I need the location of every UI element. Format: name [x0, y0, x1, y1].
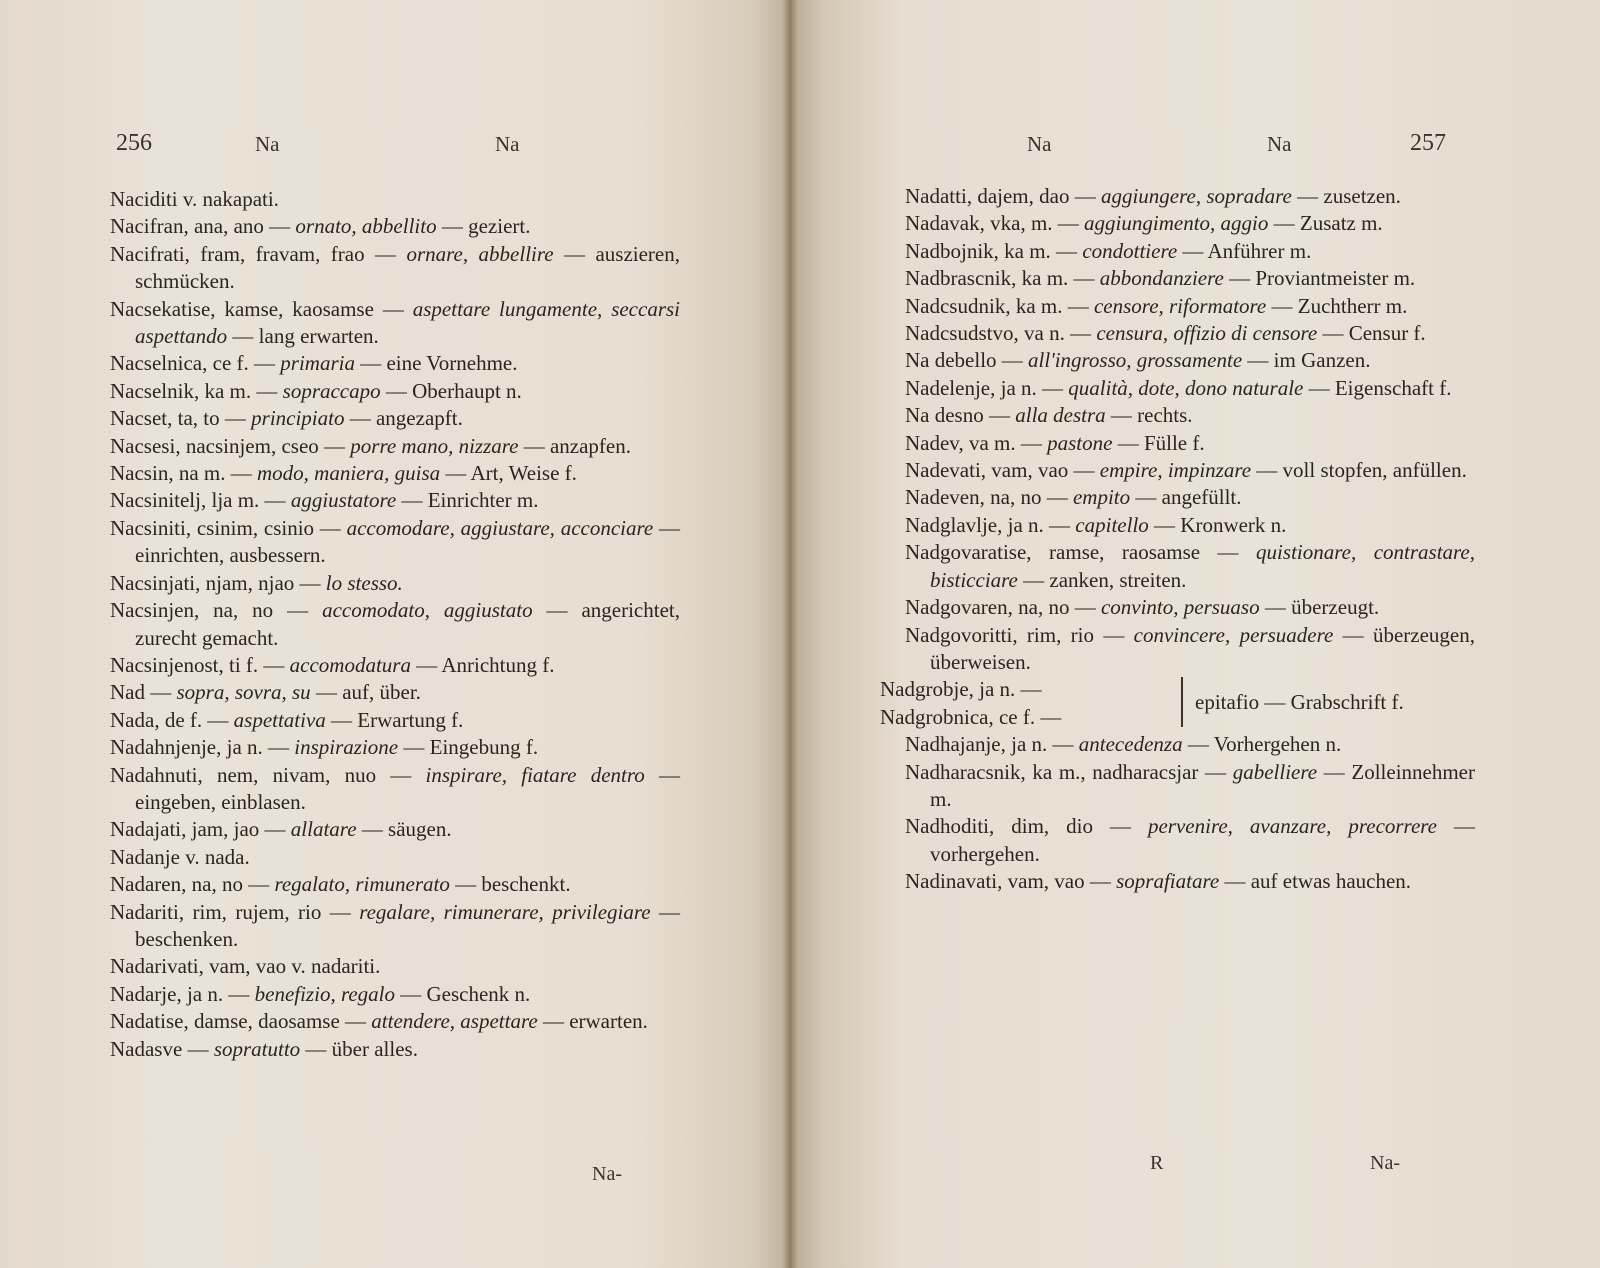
german-gloss: — überzeugen, überweisen. — [930, 622, 1475, 674]
italian-gloss: empire, impinzare — [1094, 458, 1252, 483]
headword: Nacifrati — [110, 241, 185, 266]
german-gloss: — rechts. — [1105, 403, 1193, 428]
left-running-head-1: Na — [255, 132, 280, 156]
grammar-info: , njam, njao — — [195, 570, 321, 595]
headword: Nacsinjenost — [110, 652, 219, 677]
dictionary-entry — [110, 816, 680, 843]
german-gloss: — beschenken. — [135, 899, 680, 951]
german-gloss: — auf, über. — [310, 680, 421, 705]
headword: Na desno — [905, 403, 984, 428]
german-gloss: — Zusatz m. — [1268, 211, 1383, 236]
italian-gloss: inspirare, fiatare dentro — [411, 762, 645, 787]
grammar-info: , vam, vao — — [997, 869, 1111, 894]
german-gloss: — zusetzen. — [1291, 184, 1401, 208]
grammar-info: , ka m. — — [193, 378, 278, 403]
grammar-info: , ti f. — — [218, 652, 285, 677]
grammar-info: , ka m. — — [1011, 266, 1095, 291]
grouped-entry-line: Nadgrobje, ja n. — — [880, 677, 1042, 702]
italian-gloss: epitafio — [1195, 690, 1260, 715]
dictionary-entry — [905, 183, 1475, 210]
headword: Nadahnjenje — [110, 735, 217, 760]
german-gloss: — zanken, streiten. — [1017, 567, 1187, 592]
dictionary-entry — [905, 210, 1475, 237]
italian-gloss: sopra, sovra, su — [171, 680, 311, 705]
right-running-head-2: Na — [1267, 132, 1292, 156]
left-catchword: Na- — [592, 1163, 622, 1185]
book-gutter — [782, 0, 798, 1268]
dictionary-entry — [905, 238, 1475, 265]
german-gloss: — anzapfen. — [518, 433, 631, 458]
grammar-info: , ja n. — — [990, 375, 1064, 400]
italian-gloss: attendere, aspettare — [366, 1009, 538, 1034]
headword: Nadcsudstvo — [905, 321, 1014, 346]
headword: Nadatti — [905, 184, 967, 208]
italian-gloss: accomodatura — [284, 652, 411, 677]
signature-mark: R — [1150, 1152, 1164, 1174]
grammar-info: , dim, dio — — [989, 814, 1131, 839]
italian-gloss: empito — [1067, 485, 1131, 510]
italian-gloss: modo, maniera, guisa — [251, 461, 441, 486]
dictionary-entry — [905, 539, 1475, 594]
italian-gloss: allatare — [285, 817, 357, 842]
italian-gloss: aggiustatore — [285, 488, 397, 513]
headword: Nacsinitelj — [110, 488, 201, 513]
headword: Nacifran — [110, 214, 184, 239]
dictionary-entry — [905, 868, 1475, 895]
italian-gloss: pervenire, avanzare, precorrere — [1130, 814, 1437, 839]
headword: Nadelenje — [905, 375, 991, 400]
headword: Nadinavati — [905, 869, 998, 894]
dictionary-entry — [905, 430, 1475, 457]
german-gloss: — Censur f. — [1317, 321, 1426, 346]
grouped-entry-translation — [1195, 689, 1404, 716]
dictionary-entry — [110, 707, 680, 734]
german-gloss: — Art, Weise f. — [440, 461, 577, 486]
headword: Nad — [110, 680, 145, 705]
german-gloss: — voll stopfen, anfüllen. — [1251, 458, 1467, 483]
grammar-info: , na m. — — [168, 461, 252, 486]
german-gloss: — Oberhaupt n. — [380, 378, 522, 403]
headword: Nadevati — [905, 458, 981, 483]
grammar-info: , vam, vao v. — [198, 954, 306, 979]
headword: Naciditi — [110, 187, 178, 211]
german-gloss: — Eingebung f. — [398, 735, 539, 760]
grammar-info: , vam, vao — — [980, 458, 1095, 483]
german-gloss: — Eigenschaft f. — [1303, 375, 1452, 400]
dictionary-entry — [110, 844, 680, 871]
italian-gloss: convinto, persuaso — [1095, 595, 1260, 620]
italian-gloss: antecedenza — [1073, 732, 1183, 757]
headword: Nadev — [905, 430, 959, 455]
headword: Nadgovaren — [905, 595, 1008, 620]
grammar-info: , dajem, dao — — [966, 184, 1096, 208]
grammar-info: — — [182, 1036, 209, 1061]
italian-gloss: regalare, rimunerare, privilegiare — [350, 899, 651, 924]
headword: Nadarje — [110, 981, 177, 1006]
italian-gloss: aspettativa — [228, 707, 326, 732]
german-gloss: — Anrichtung f. — [410, 652, 555, 677]
grammar-info: , va m. — — [958, 430, 1042, 455]
german-gloss: — geziert. — [436, 214, 531, 239]
dictionary-entry — [110, 679, 680, 706]
dictionary-entry — [110, 1008, 680, 1035]
grammar-info: , ja n. — — [1000, 732, 1074, 757]
headword: Nacset — [110, 406, 168, 431]
grammar-info: — — [983, 403, 1010, 428]
grammar-info: — — [996, 348, 1023, 373]
headword: Nadgovaratise — [905, 540, 1027, 565]
italian-gloss: sopraccapo — [277, 378, 381, 403]
left-dictionary-entries — [110, 186, 680, 1063]
dictionary-entry — [905, 347, 1475, 374]
grammar-info: — — [145, 680, 172, 705]
dictionary-entry — [110, 652, 680, 679]
german-gloss: — angerichtet, zurecht gemacht. — [135, 598, 680, 650]
german-gloss: nadariti. — [305, 954, 381, 979]
dictionary-entry — [110, 899, 680, 954]
grammar-info: , ka m. — — [993, 238, 1078, 263]
italian-gloss: principiato — [245, 406, 345, 431]
headword: Nadariti — [110, 899, 179, 924]
german-gloss: — Einrichter m. — [396, 488, 539, 513]
headword: Nacsinjati — [110, 570, 196, 595]
headword: Nadgovoritti — [905, 622, 1013, 647]
dictionary-entry — [110, 1036, 680, 1063]
grammar-info: , na, no — — [979, 485, 1068, 510]
german-gloss: — über alles. — [300, 1036, 418, 1061]
italian-gloss: pastone — [1041, 430, 1113, 455]
grammar-info: , vka, m. — — [979, 211, 1079, 236]
german-gloss: — eine Vornehme. — [354, 351, 518, 376]
headword: Nadcsudnik — [905, 293, 1006, 318]
headword: Nadeven — [905, 485, 980, 510]
headword: Na debello — [905, 348, 997, 373]
dictionary-entry — [905, 457, 1475, 484]
dictionary-entry — [110, 405, 680, 432]
right-dictionary-entries — [880, 183, 1475, 896]
italian-gloss: aggiungere, sopradare — [1095, 184, 1292, 208]
german-gloss: — auf etwas hauchen. — [1219, 869, 1412, 894]
grammar-info: , nem, nivam, nuo — — [197, 762, 412, 787]
headword: Nacsekatise — [110, 296, 211, 321]
italian-gloss: inspirazione — [289, 735, 399, 760]
right-catchword: Na- — [1370, 1152, 1400, 1174]
italian-gloss: ornare, abbellire — [396, 241, 554, 266]
headword: Nadatise — [110, 1009, 184, 1034]
grammar-info: , rim, rio — — [1012, 622, 1125, 647]
dictionary-entry — [905, 813, 1475, 868]
german-gloss: — lang erwarten. — [227, 324, 379, 349]
headword: Nadajati — [110, 817, 182, 842]
german-gloss: — erwarten. — [537, 1009, 648, 1034]
dictionary-entry — [110, 296, 680, 351]
dictionary-entry — [110, 460, 680, 487]
grammar-info: , ce f. — — [202, 351, 276, 376]
german-gloss: — Anführer m. — [1177, 238, 1312, 263]
german-gloss: — eingeben, einblasen. — [135, 762, 680, 814]
dictionary-entry — [905, 265, 1475, 292]
german-gloss: — angefüllt. — [1130, 485, 1242, 510]
headword: Nadhajanje — [905, 732, 1001, 757]
headword: Nacsinjen — [110, 598, 194, 623]
right-running-head-1: Na — [1027, 132, 1052, 156]
german-gloss: — überzeugt. — [1259, 595, 1380, 620]
right-entries-part-a — [905, 183, 1475, 676]
italian-gloss: capitello — [1070, 512, 1149, 537]
dictionary-entry — [110, 981, 680, 1008]
dictionary-entry — [905, 731, 1475, 758]
italian-gloss: censore, riformatore — [1088, 293, 1267, 318]
dictionary-entry — [110, 871, 680, 898]
italian-gloss: accomodare, aggiustare, acconciare — [340, 515, 654, 540]
grammar-info: , csinim, csinio — — [185, 515, 341, 540]
dictionary-entry — [110, 762, 680, 817]
italian-gloss: porre mano, nizzare — [345, 433, 519, 458]
dictionary-entry — [110, 350, 680, 377]
grammar-info: v. — [179, 844, 200, 869]
grammar-info: , na, no — — [181, 872, 270, 897]
dictionary-entry — [905, 594, 1475, 621]
headword: Nacsin — [110, 461, 169, 486]
grammar-info: , ja n. — — [216, 735, 290, 760]
italian-gloss: censura, offizio di censore — [1091, 321, 1318, 346]
grammar-info: , damse, daosamse — — [183, 1009, 367, 1034]
dictionary-entry — [110, 487, 680, 514]
dictionary-entry — [905, 512, 1475, 539]
dictionary-entry — [905, 293, 1475, 320]
german-gloss: — Grabschrift f. — [1259, 690, 1404, 715]
italian-gloss: benefizio, regalo — [249, 981, 395, 1006]
headword: Nadavak — [905, 211, 980, 236]
german-gloss: — säugen. — [356, 817, 452, 842]
headword: Nacselnik — [110, 378, 194, 403]
german-gloss: — einrichten, ausbessern. — [135, 515, 680, 568]
italian-gloss: quistionare, contrastare, bisticciare — [930, 540, 1475, 592]
headword: Nadglavlje — [905, 512, 998, 537]
dictionary-entry — [110, 570, 680, 597]
dictionary-entry — [110, 515, 680, 570]
headword: Nadanje — [110, 844, 180, 869]
dictionary-entry — [110, 213, 680, 240]
grammar-info: , jam, jao — — [181, 817, 286, 842]
italian-gloss: qualità, dote, dono naturale — [1063, 375, 1304, 400]
italian-gloss: all'ingrosso, grossamente — [1022, 348, 1243, 373]
grammar-info: , ka m. — — [1005, 293, 1089, 318]
grammar-info: , nacsinjem, cseo — — [175, 433, 346, 458]
german-gloss: — beschenkt. — [449, 872, 571, 897]
german-gloss: — vorhergehen. — [930, 814, 1475, 866]
grammar-info: , rim, rujem, rio — — [178, 899, 351, 924]
headword: Nacsiniti — [110, 515, 186, 540]
italian-gloss: soprafiatare — [1110, 869, 1220, 894]
german-gloss: — auszieren, schmücken. — [135, 241, 680, 294]
german-gloss: — Erwartung f. — [325, 707, 464, 732]
german-gloss: — im Ganzen. — [1242, 348, 1371, 373]
german-gloss: — angezapft. — [344, 406, 463, 431]
grammar-info: , ja n. — — [176, 981, 250, 1006]
italian-gloss: ornato, abbellito — [290, 214, 437, 239]
left-page-number: 256 — [116, 130, 152, 156]
right-entries-part-b — [905, 731, 1475, 895]
brace-mark — [1175, 677, 1183, 727]
italian-gloss: alla destra — [1009, 403, 1106, 428]
german-gloss: nada. — [199, 844, 250, 869]
dictionary-entry — [110, 241, 680, 296]
dictionary-entry — [110, 186, 680, 213]
dictionary-entry — [905, 484, 1475, 511]
dictionary-entry — [905, 759, 1475, 814]
grammar-info: , fram, fravam, frao — — [184, 241, 397, 266]
dictionary-entry — [110, 953, 680, 980]
headword: Nadhoditi — [905, 814, 989, 839]
right-page-number: 257 — [1410, 130, 1446, 156]
italian-gloss: gabelliere — [1226, 759, 1318, 784]
italian-gloss: accomodato, aggiustato — [308, 598, 533, 623]
italian-gloss: sopratutto — [208, 1036, 301, 1061]
headword: Nadbrascnik — [905, 266, 1012, 291]
dictionary-entry — [905, 402, 1475, 429]
headword: Nadaren — [110, 872, 182, 897]
dictionary-entry — [110, 378, 680, 405]
grouped-entry-line: Nadgrobnica, ce f. — — [880, 704, 1062, 729]
headword: Nadasve — [110, 1036, 183, 1061]
headword: Nacselnica — [110, 351, 203, 376]
grammar-info: , va n. — — [1013, 321, 1092, 346]
german-gloss: — Kronwerk n. — [1148, 512, 1287, 537]
grammar-info: , ka m., nadharacsjar — — [1020, 759, 1227, 784]
grammar-info: , ta, to — — [167, 406, 246, 431]
headword: Nadharacsnik — [905, 759, 1021, 784]
grammar-info: , de f. — — [154, 707, 229, 732]
headword: Nadbojnik — [905, 238, 994, 263]
italian-gloss: abbondanziere — [1094, 266, 1224, 291]
grammar-info: , na, no — — [1007, 595, 1096, 620]
italian-gloss: condottiere — [1077, 238, 1178, 263]
italian-gloss: lo stesso. — [320, 570, 403, 595]
german-gloss: — Proviantmeister m. — [1223, 266, 1416, 291]
italian-gloss: aggiungimento, aggio — [1078, 211, 1269, 236]
italian-gloss: convincere, persuadere — [1124, 622, 1334, 647]
german-gloss: — Geschenk n. — [395, 981, 531, 1006]
grammar-info: , ana, ano — — [183, 214, 291, 239]
grammar-info: , ramse, raosamse — — [1026, 540, 1239, 565]
headword: Nada — [110, 707, 155, 732]
german-gloss: nakapati. — [197, 187, 279, 211]
german-gloss: — Fülle f. — [1112, 430, 1205, 455]
dictionary-entry — [110, 433, 680, 460]
grouped-entry — [880, 676, 1475, 731]
german-gloss: — Vorhergehen n. — [1182, 732, 1342, 757]
dictionary-entry — [110, 597, 680, 652]
grammar-info: v. — [177, 187, 198, 211]
headword: Nacsesi — [110, 433, 176, 458]
left-running-head-2: Na — [495, 132, 520, 156]
italian-gloss: primaria — [275, 351, 355, 376]
german-gloss: — Zolleinnehmer m. — [930, 759, 1475, 811]
german-gloss: — Zuchtherr m. — [1266, 293, 1408, 318]
headword: Nadarivati — [110, 954, 199, 979]
dictionary-entry — [905, 375, 1475, 402]
grammar-info: , ja n. — — [997, 512, 1071, 537]
grammar-info: , na, no — — [193, 598, 309, 623]
italian-gloss: aspettare lungamente, seccarsi aspettando — [135, 296, 681, 349]
grammar-info: , kamse, kaosamse — — [210, 296, 404, 321]
dictionary-entry — [110, 734, 680, 761]
headword: Nadahnuti — [110, 762, 198, 787]
grammar-info: , lja m. — — [200, 488, 286, 513]
dictionary-entry — [905, 622, 1475, 677]
italian-gloss: regalato, rimunerato — [269, 872, 450, 897]
dictionary-entry — [905, 320, 1475, 347]
